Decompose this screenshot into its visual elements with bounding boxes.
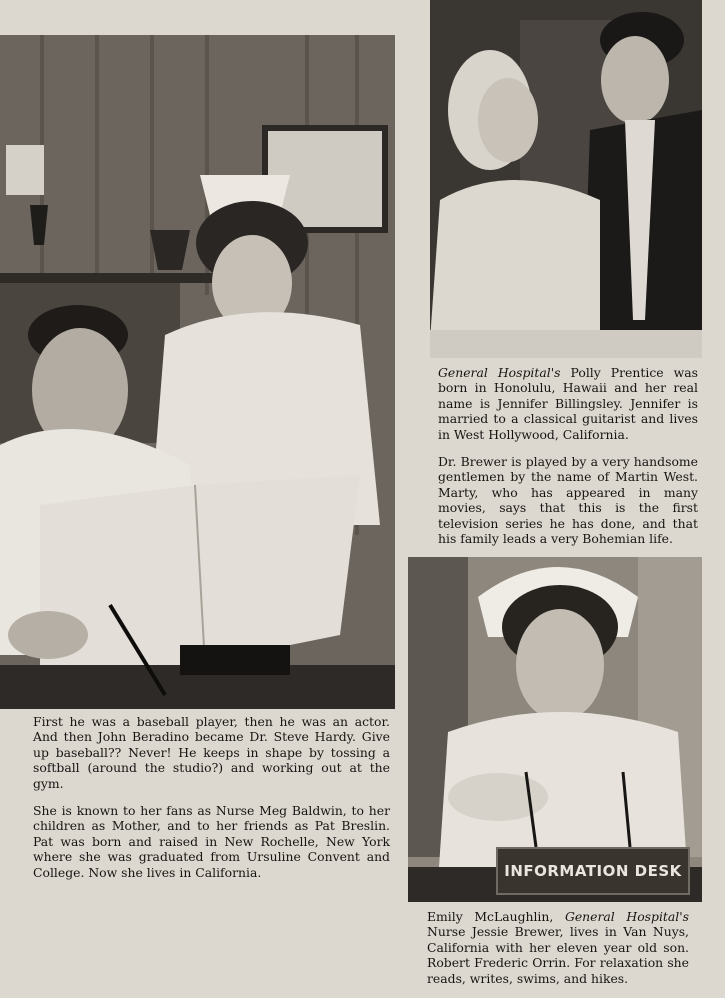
photo-nurse-and-doctor-image	[430, 0, 702, 358]
caption-beradino-breslin	[33, 714, 390, 892]
caption-mclaughlin-rest: Nurse Jessie Brewer, lives in Van Nuys, California with her eleven year old son. Robert Frederic Orrin. For relaxation she reads, writes, swims, and hikes.	[427, 924, 689, 986]
caption-mclaughlin-text	[427, 909, 689, 986]
caption-beradino: First he was a baseball player, then he was an actor. And then John Beradino became Dr. Steve Hardy. Give up baseball?? Never! He keeps in shape by tossing a softball (around the studio?) and working out at the gym.	[33, 714, 390, 791]
caption-mclaughlin-lead: Emily McLaughlin,	[427, 909, 565, 924]
caption-prentice	[438, 365, 698, 442]
caption-brewer: Dr. Brewer is played by a very handsome gentlemen by the name of Martin West. Marty, who has appeared in many movies, says that this is the first television series he has done, and that his family leads a very Bohemian life.	[438, 454, 698, 547]
photo-doctor-and-nurse-image	[0, 35, 395, 709]
information-desk-sign: INFORMATION DESK	[496, 847, 690, 895]
caption-mclaughlin	[427, 909, 689, 998]
show-name: General Hospital's	[564, 909, 690, 924]
caption-prentice-brewer	[438, 365, 698, 558]
caption-breslin: She is known to her fans as Nurse Meg Baldwin, to her children as Mother, and to her friends as Pat Breslin. Pat was born and raised in New Rochelle, New York where she was graduated from Ursuline Convent and College. Now she lives in California.	[33, 803, 390, 880]
photo-nurse-information-desk	[408, 557, 702, 902]
show-name: General Hospital's	[438, 365, 561, 380]
photo-doctor-and-nurse	[0, 35, 395, 709]
photo-nurse-and-doctor	[430, 0, 702, 358]
caption-prentice-text: Polly Prentice was born in Honolulu, Hawaii and her real name is Jennifer Billingsley. Jennifer is married to a classical guitarist and lives in West Hollywood, California.	[438, 365, 698, 442]
